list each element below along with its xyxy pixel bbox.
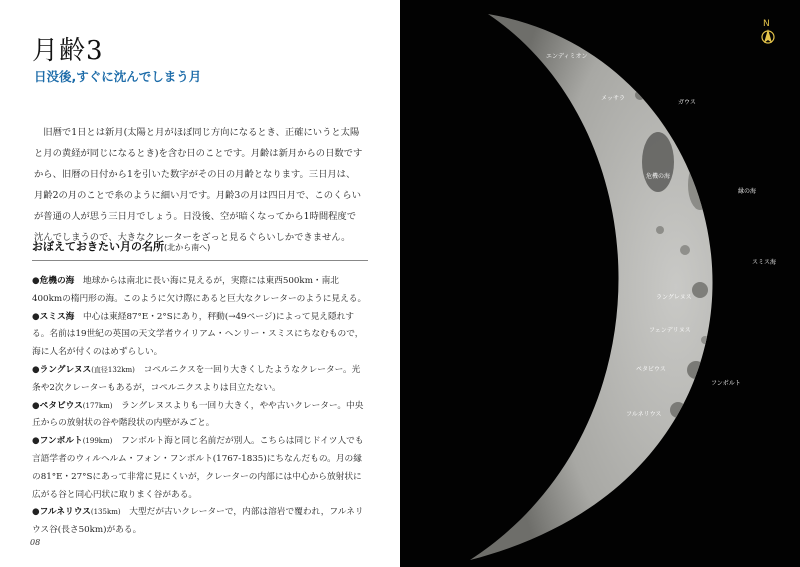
feature-item [32, 398, 368, 434]
bullet: ● [32, 507, 40, 518]
bullet: ● [32, 436, 40, 447]
feature-name: スミス海 [39, 311, 75, 322]
feature-text: 中心は東経87°E・2°Sにあり，秤動(→49ページ)によって見え隠れする。名前は19世紀の英国の天文学者ウイリアム・ヘンリー・スミスにちなむもので，海に人名が付くのはめずらしい。 [32, 311, 364, 358]
page-title: 月齢3 [32, 36, 104, 66]
feature-text: ラングレヌスよりも一回り大きく，やや古いクレーター。中央丘からの放射状の谷や階段状の内壁がみごと。 [32, 400, 364, 429]
label-mare-crisium: 危機の海 [646, 173, 671, 180]
feature-item [32, 362, 368, 398]
page-subtitle: 日没後,すぐに沈んでしまう月 [34, 69, 202, 84]
label-mare-smythii: スミス海 [752, 259, 777, 266]
feature-item [32, 433, 368, 504]
feature-item [32, 504, 368, 540]
feature-size: (直径132km) [91, 365, 135, 374]
compass-icon [762, 29, 774, 43]
bullet: ● [32, 311, 40, 322]
crescent-moon-image [400, 0, 800, 567]
feature-name: 危機の海 [39, 276, 75, 286]
feature-size: (177km) [82, 401, 113, 410]
section-title: おぼえておきたい月の名所 [32, 240, 164, 253]
feature-text: フンボルト海と同じ名前だが別人。こちらは同じドイツ人でも言語学者のウィルヘルム・フォン・フンボルト(1767-1835)にちなんだもの。月の縁の81°E・27°Sにあって非常に見にくいが，クレーターの内部には中心から放射状に広がる谷と同心円状に取りまく谷がある。 [32, 436, 364, 500]
feature-name: フンボルト [39, 436, 83, 447]
label-petavius: ペタビウス [636, 366, 666, 373]
feature-item [32, 273, 368, 309]
label-furnerius: フルネリウス [626, 411, 662, 418]
compass-letter: N [763, 19, 770, 29]
intro-text [34, 122, 364, 248]
crescent-shape [470, 14, 713, 560]
bullet: ● [32, 400, 40, 411]
bullet: ● [32, 276, 40, 286]
feature-text: 大型だが古いクレーターで，内部は溶岩で覆われ，フルネリウス谷(長さ50km)がある。 [32, 507, 364, 536]
feature-list [32, 273, 368, 540]
section-heading [32, 238, 368, 261]
feature-text: コペルニクスを一回り大きくしたようなクレーター。光条や2次クレーターもあるが，コペルニクスよりは目立たない。 [32, 364, 361, 393]
feature-name: ペタビウス [39, 400, 83, 411]
section-subtitle: (北から南へ) [164, 243, 211, 252]
label-vendelinus: フェンデリヌス [649, 327, 691, 334]
feature-item [32, 309, 368, 362]
feature-size: (135km) [90, 508, 121, 517]
label-endymion: エンディミオン [546, 53, 588, 60]
label-mare-marginis: 縁の海 [738, 188, 757, 195]
label-langrenus: ラングレヌス [656, 294, 692, 301]
bullet: ● [32, 364, 40, 375]
moon-photo-page [400, 0, 800, 567]
feature-name: ラングレヌス [39, 364, 92, 375]
feature-name: フルネリウス [39, 507, 91, 518]
intro-paragraph: 旧暦で1日とは新月(太陽と月がほぼ同じ方向になるとき、正確にいうと太陽と月の黄経が同じになるとき)を含む日のことです。月齢は新月からの日数ですから、旧暦の日付から1を引いた数字がその日の月齢となります。三日月は、月齢2の月のことで糸のように細い月です。月齢3の月は四日月で、このくらいが普通の人が思う三日月でしょう。日没後、空が暗くなってから1時間程度で沈んでしまうので、大きなクレーターをざっと見るぐらいしかできません。 [34, 127, 363, 243]
page-number: 08 [30, 538, 41, 547]
label-humboldt: フンボルト [711, 380, 741, 387]
label-messala: メッサラ [601, 95, 626, 102]
feature-size: (199km) [82, 437, 113, 446]
label-gauss: ガウス [678, 99, 696, 106]
feature-text: 地球からは南北に長い海に見えるが，実際には東西500km・南北400kmの楕円形の海。このように欠け際にあると巨大なクレーターのように見える。 [32, 276, 367, 304]
